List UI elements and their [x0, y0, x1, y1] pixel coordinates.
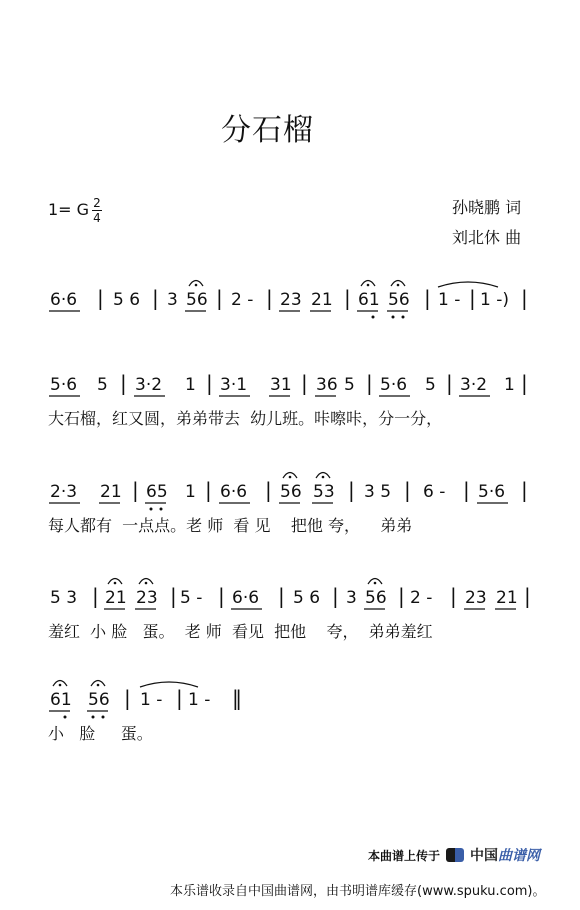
bar-line: |: [524, 584, 531, 608]
note-group: 3·2: [460, 375, 488, 395]
note-group: 5 -: [180, 588, 203, 608]
low-octave-dot: [150, 508, 153, 511]
note-group: 3·1: [220, 375, 248, 395]
note-group: 5: [97, 375, 108, 395]
note-group: 1: [504, 375, 515, 395]
lyricist-credit: 孙晓鹏 词: [452, 198, 522, 217]
fermata-dot: [195, 284, 198, 287]
low-octave-dot: [392, 316, 395, 319]
note-group: 5: [425, 375, 436, 395]
bar-line: |: [170, 584, 177, 608]
footer-source: 本乐谱收录自中国曲谱网，由书明谱库缓存(www.spuku.com)。: [170, 884, 546, 899]
tie-arc: [140, 682, 198, 687]
bar-line: |: [132, 478, 139, 502]
note-group: 56: [365, 588, 387, 608]
bar-line: |: [216, 286, 223, 310]
note-group: 5 6: [113, 290, 141, 310]
bar-line: |: [521, 478, 528, 502]
note-group: 21: [311, 290, 333, 310]
note-group: 23: [136, 588, 158, 608]
note-group: 1 -: [438, 290, 461, 310]
bar-line: |: [278, 584, 285, 608]
note-group: 5·6: [50, 375, 78, 395]
bar-line: |: [521, 371, 528, 395]
note-group: 21: [100, 482, 122, 502]
note-group: 2 -: [231, 290, 254, 310]
bar-line: |: [332, 584, 339, 608]
time-signature-top: 2: [93, 196, 101, 210]
bar-line: |: [265, 478, 272, 502]
note-group: 1: [185, 482, 196, 502]
fermata-dot: [145, 582, 148, 585]
upload-note: 本曲谱上传于: [368, 848, 441, 863]
bar-line: |: [366, 371, 373, 395]
note-group: 23: [280, 290, 302, 310]
note-group: 1: [185, 375, 196, 395]
bar-line: |: [463, 478, 470, 502]
note-group: 56: [388, 290, 410, 310]
note-group: 5 3: [50, 588, 78, 608]
bar-line: |: [205, 478, 212, 502]
fermata-dot: [397, 284, 400, 287]
bar-line: |: [344, 286, 351, 310]
lyrics-line: 每人都有 一点点。老 师 看 见 把他 夸， 弟弟: [48, 516, 413, 535]
note-group: 5 6: [293, 588, 321, 608]
note-group: 31: [270, 375, 292, 395]
fermata-dot: [97, 684, 100, 687]
note-group: 1 -: [188, 690, 211, 710]
fermata-dot: [59, 684, 62, 687]
bar-line: |: [152, 286, 159, 310]
note-group: 3: [346, 588, 357, 608]
site-logo-icon: [446, 848, 464, 862]
bar-line: |: [348, 478, 355, 502]
note-group: 1 -): [480, 290, 509, 310]
note-group: 56: [186, 290, 208, 310]
note-group: 65: [146, 482, 168, 502]
note-group: 21: [496, 588, 518, 608]
note-group: 2 -: [410, 588, 433, 608]
lyrics-line: 羞红 小 脸 蛋。 老 师 看见 把他 夸， 弟弟羞红: [48, 622, 433, 641]
bar-line: |: [124, 686, 131, 710]
bar-line: ‖: [232, 686, 242, 710]
logo-cn: 中国: [470, 848, 499, 864]
note-group: 36: [316, 375, 338, 395]
bar-line: |: [398, 584, 405, 608]
fermata-dot: [374, 582, 377, 585]
note-group: 6·6: [50, 290, 78, 310]
fermata-dot: [114, 582, 117, 585]
bar-line: |: [206, 371, 213, 395]
note-group: 6·6: [220, 482, 248, 502]
bar-line: |: [424, 286, 431, 310]
bar-line: |: [469, 286, 476, 310]
low-octave-dot: [64, 716, 67, 719]
note-group: 3: [167, 290, 178, 310]
bar-line: |: [446, 371, 453, 395]
note-group: 6·6: [232, 588, 260, 608]
note-group: 3 5: [364, 482, 392, 502]
bar-line: |: [97, 286, 104, 310]
composer-credit: 刘北休 曲: [452, 228, 522, 247]
low-octave-dot: [92, 716, 95, 719]
bar-line: |: [301, 371, 308, 395]
low-octave-dot: [372, 316, 375, 319]
low-octave-dot: [160, 508, 163, 511]
fermata-dot: [289, 476, 292, 479]
note-group: 23: [465, 588, 487, 608]
lyrics-line: 大石榴，红又圆，弟弟带去 幼儿班。咔嚓咔，分一分，: [48, 409, 443, 428]
tie-arc: [438, 282, 498, 287]
bar-line: |: [120, 371, 127, 395]
note-group: 53: [313, 482, 335, 502]
bar-line: |: [450, 584, 457, 608]
note-group: 5: [344, 375, 355, 395]
note-group: 6 -: [423, 482, 446, 502]
note-group: 56: [88, 690, 110, 710]
note-group: 2·3: [50, 482, 78, 502]
bar-line: |: [218, 584, 225, 608]
upload-note-line: [368, 845, 540, 865]
low-octave-dot: [102, 716, 105, 719]
note-group: 21: [105, 588, 127, 608]
note-group: 61: [50, 690, 72, 710]
logo-name: 曲谱网: [498, 848, 541, 864]
key-signature: 1= G: [48, 200, 90, 219]
bar-line: |: [521, 286, 528, 310]
note-group: 3·2: [135, 375, 163, 395]
bar-line: |: [176, 686, 183, 710]
bar-line: |: [92, 584, 99, 608]
site-logo-text: [470, 845, 540, 865]
note-group: 5·6: [380, 375, 408, 395]
bar-line: |: [404, 478, 411, 502]
time-signature-bottom: 4: [93, 211, 101, 225]
note-group: 1 -: [140, 690, 163, 710]
song-title: 分石榴: [221, 113, 314, 148]
fermata-dot: [367, 284, 370, 287]
low-octave-dot: [402, 316, 405, 319]
lyrics-line: 小 脸 蛋。: [48, 724, 153, 743]
note-group: 56: [280, 482, 302, 502]
fermata-dot: [322, 476, 325, 479]
note-group: 61: [358, 290, 380, 310]
note-group: 5·6: [478, 482, 506, 502]
bar-line: |: [266, 286, 273, 310]
